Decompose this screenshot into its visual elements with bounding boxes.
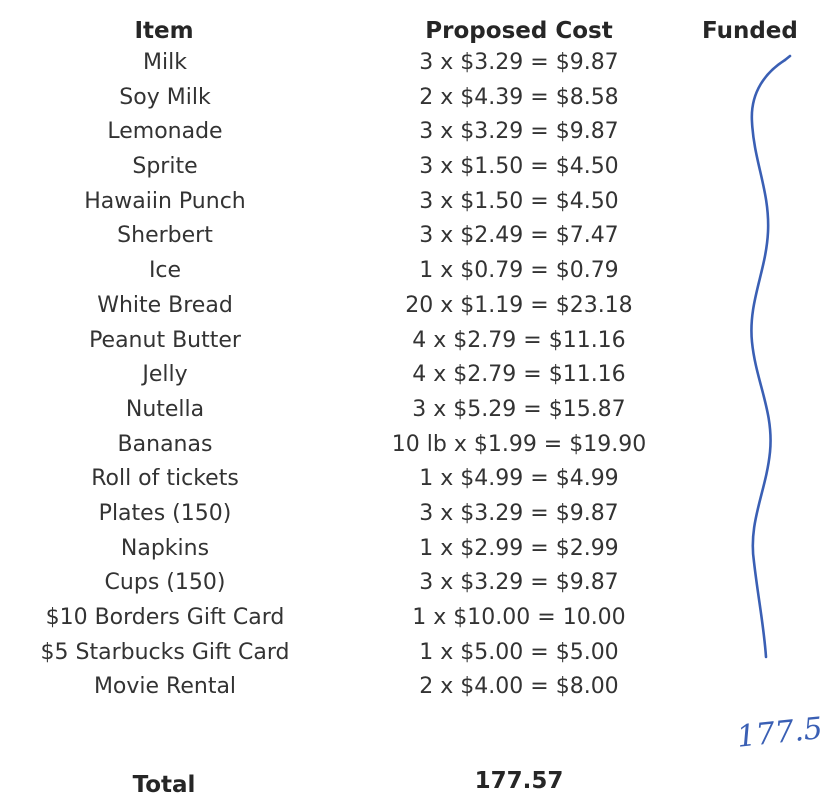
item-cost: 4 x $2.79 = $11.16	[412, 327, 626, 353]
item-name: Sprite	[132, 154, 198, 180]
item-cost: 3 x $3.29 = $9.87	[419, 500, 619, 526]
funded-column-header: Funded	[702, 18, 798, 44]
bracket-stroke	[751, 60, 785, 657]
item-cost: 3 x $3.29 = $9.87	[419, 570, 619, 596]
list-item	[0, 497, 824, 532]
list-item	[0, 324, 824, 359]
item-name: Jelly	[142, 362, 188, 388]
item-name: Soy Milk	[119, 84, 211, 110]
list-item	[0, 185, 824, 220]
list-item	[0, 566, 824, 601]
list-item	[0, 219, 824, 254]
item-name: $5 Starbucks Gift Card	[40, 639, 290, 665]
list-item	[0, 636, 824, 671]
item-cost: 3 x $2.49 = $7.47	[419, 223, 619, 249]
item-cost: 3 x $3.29 = $9.87	[419, 50, 619, 75]
item-name: Roll of tickets	[91, 466, 239, 492]
item-name: Plates (150)	[98, 500, 232, 526]
item-cost: 3 x $1.50 = $4.50	[419, 188, 619, 214]
item-cost: 1 x $10.00 = 10.00	[412, 605, 626, 630]
handwritten-bracket	[730, 52, 810, 672]
handwritten-funded-total: 177.5	[735, 711, 824, 755]
list-item	[0, 358, 824, 393]
item-column-header: Item	[134, 18, 194, 44]
list-item	[0, 462, 824, 497]
item-cost: 3 x $3.29 = $9.87	[419, 119, 619, 145]
list-item	[0, 532, 824, 567]
item-cost: 20 x $1.19 = $23.18	[405, 292, 633, 318]
item-name: Lemonade	[107, 119, 223, 145]
item-name: Peanut Butter	[89, 327, 241, 353]
list-item	[0, 46, 824, 81]
proposed-cost-column-header: Proposed Cost	[425, 18, 613, 44]
item-name: Movie Rental	[93, 674, 237, 700]
item-cost: 2 x $4.00 = $8.00	[419, 674, 619, 700]
item-name: Cups (150)	[104, 570, 226, 596]
list-item	[0, 428, 824, 463]
total-value: 177.57	[474, 768, 564, 794]
item-cost: 1 x $5.00 = $5.00	[419, 639, 619, 665]
item-name: Nutella	[125, 396, 205, 422]
item-cost: 1 x $4.99 = $4.99	[419, 466, 619, 492]
item-name: Sherbert	[117, 223, 213, 249]
bracket-top-tick	[785, 56, 790, 60]
list-item	[0, 254, 824, 289]
item-name: Hawaiin Punch	[84, 188, 246, 214]
item-name: Milk	[143, 50, 187, 75]
item-cost: 1 x $0.79 = $0.79	[419, 258, 619, 284]
item-name: White Bread	[97, 292, 233, 318]
item-cost: 4 x $2.79 = $11.16	[412, 362, 626, 388]
item-name: Bananas	[117, 431, 213, 457]
list-item	[0, 115, 824, 150]
item-cost: 10 lb x $1.99 = $19.90	[391, 431, 647, 457]
list-item	[0, 393, 824, 428]
item-cost: 3 x $1.50 = $4.50	[419, 154, 619, 180]
item-cost: 3 x $5.29 = $15.87	[412, 396, 626, 422]
item-list	[0, 46, 824, 705]
list-item	[0, 670, 824, 705]
list-item	[0, 150, 824, 185]
total-label: Total	[132, 772, 196, 798]
item-name: Ice	[148, 258, 182, 284]
item-name: $10 Borders Gift Card	[45, 605, 285, 630]
item-name: Napkins	[120, 535, 210, 561]
item-cost: 1 x $2.99 = $2.99	[419, 535, 619, 561]
item-cost: 2 x $4.39 = $8.58	[419, 84, 619, 110]
list-item	[0, 289, 824, 324]
list-item	[0, 601, 824, 636]
list-item	[0, 81, 824, 116]
